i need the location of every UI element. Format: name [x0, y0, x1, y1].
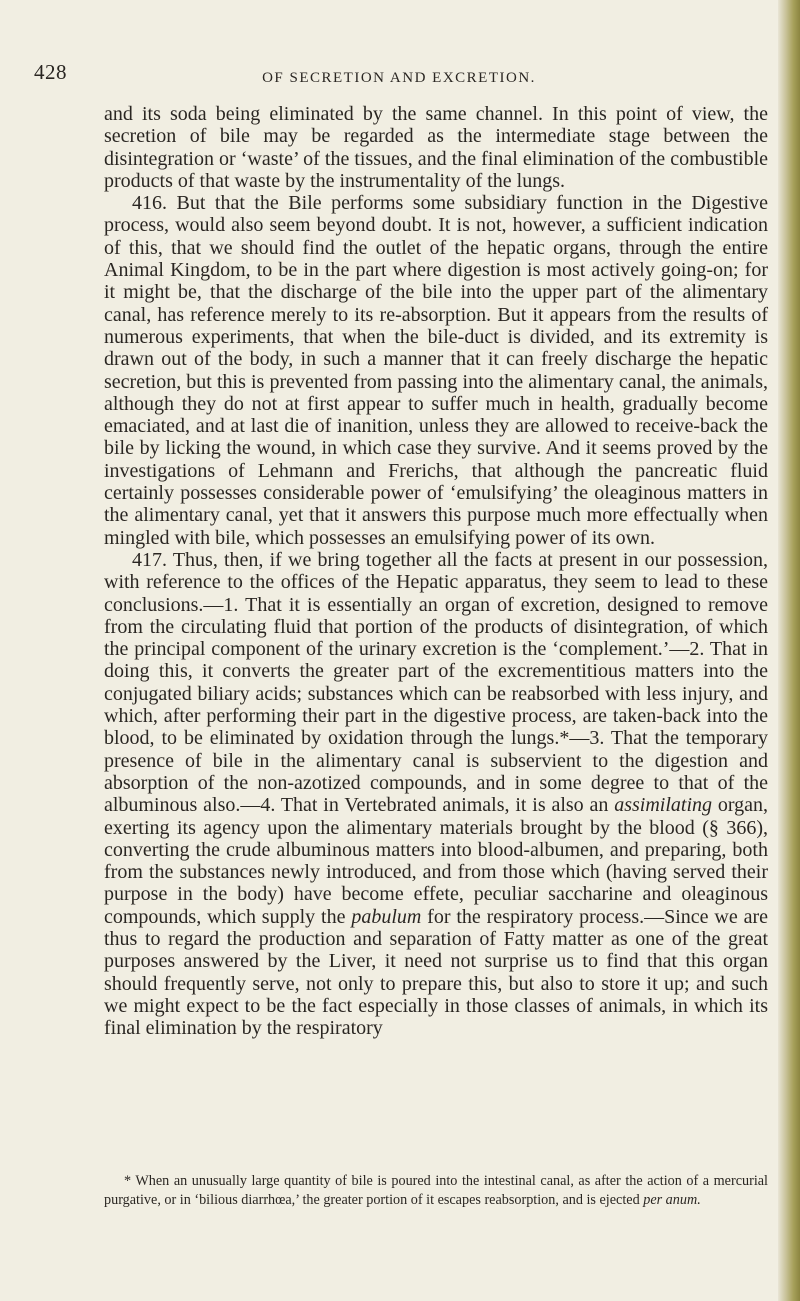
footnote [104, 1172, 768, 1210]
page-edge-binding [778, 0, 800, 1301]
footnote-italic: per anum. [643, 1192, 701, 1208]
page-number: 428 [34, 60, 67, 84]
paragraph-text: for the respiratory process.—Since we are thus to regard the production and separation of Fatty matter as one of the great purposes answered by the Liver, it need not surprise us to find that this organ should frequently serve, not only to prepare this, but also to store it up; and such we might expect to be the fact especially in those classes of animals, in which its final elimination by the respiratory [104, 905, 768, 1040]
paragraph-text: and its soda being eliminated by the same channel. In this point of view, the secretion of bile may be regarded as the intermediate stage between the disintegration or ‘waste’ of the tissues, and the final elimination of the combustible products of that waste by the instrumentality of the lungs. [104, 103, 768, 192]
footnote-paragraph [104, 1172, 768, 1210]
running-head: OF SECRETION AND EXCRETION. [262, 70, 536, 86]
footnote-text: * When an unusually large quantity of bile is poured into the intestinal canal, as after the action of a mercurial purgative, or in ‘bilious diarrhœa,’ the greater portion of it escapes reabsorption, and is ejected [104, 1173, 768, 1208]
paragraph-text: 417. Thus, then, if we bring together all the facts at present in our possession, with reference to the offices of the Hepatic apparatus, they seem to lead to these conclusions.—1. That it is essentially an organ of excretion, designed to remove from the circulating fluid that portion of the products of disintegration, of which the principal component of the urinary excretion is the ‘complement.’—2. That in doing this, it converts the greater part of the excrementitious matters into the conjugated biliary acids; substances which can be reabsorbed with less injury, and which, after performing their part in the digestive process, are taken-back into the blood, to be eliminated by oxidation through the lungs.*—3. That the temporary presence of bile in the alimentary canal is subservient to the digestion and absorption of the non-azotized compounds, and in some degree to that of the albuminous also.—4. That in Vertebrated animals, it is also an [104, 548, 768, 817]
italic-term: pabulum [351, 905, 422, 928]
paragraph [104, 103, 768, 192]
paragraph-417 [104, 549, 768, 1040]
paragraph-text: 416. But that the Bile performs some subsidiary function in the Digestive process, would also seem beyond doubt. It is not, however, a sufficient indication of this, that we should find the outlet of the hepatic organs, through the entire Animal Kingdom, to be in the part where digestion is most actively going-on; for it might be, that the discharge of the bile into the upper part of the alimentary canal, has reference merely to its re-absorption. But it appears from the results of numerous experiments, that when the bile-duct is divided, and its extremity is drawn out of the body, in such a manner that it can freely discharge the hepatic secretion, but this is prevented from passing into the alimentary canal, the animals, although they do not at first appear to suffer much in health, gradually become emaciated, and at last die of inanition, unless they are allowed to receive-back the bile by licking the wound, in which case they survive. And it seems proved by the investigations of Lehmann and Frerichs, that although the pancreatic fluid certainly possesses considerable power of ‘emulsifying’ the oleaginous matters in the alimentary canal, yet that it answers this purpose much more effectually when mingled with bile, which possesses an emulsifying power of its own. [104, 192, 768, 549]
page-header [34, 62, 764, 88]
body-text [104, 103, 768, 1039]
paragraph-text: organ, exerting its agency upon the alimentary materials brought by the blood (§ 366), converting the crude albuminous matters into blood-albumen, and preparing, both from the substances newly introduced, and from those which (having served their purpose in the body) have become effete, peculiar saccharine and oleaginous compounds, which supply the [104, 794, 768, 928]
italic-term: assimilating [614, 794, 712, 817]
paragraph-416 [104, 192, 768, 549]
